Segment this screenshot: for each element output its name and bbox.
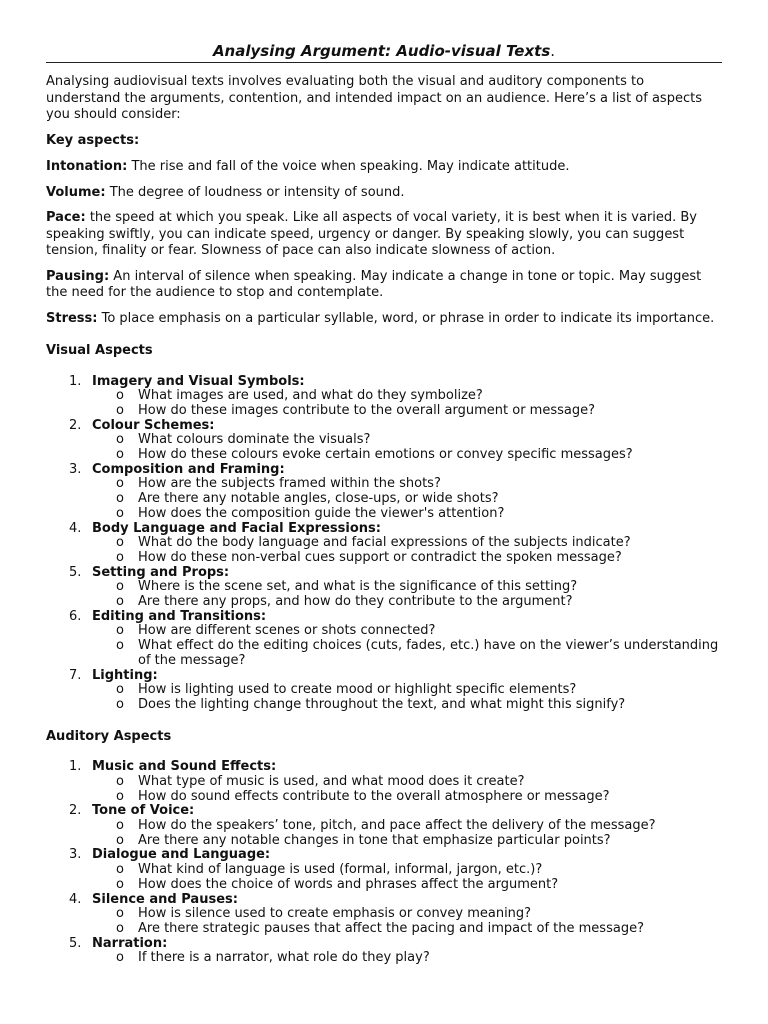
bullet-icon: o — [116, 505, 124, 521]
sub-bullet-item — [92, 775, 722, 790]
sub-bullet-text: How is lighting used to create mood or highlight specific elements? — [138, 682, 577, 698]
bullet-icon: o — [116, 623, 124, 639]
list-number: 2. — [69, 803, 82, 819]
sub-bullet-item — [92, 624, 722, 639]
key-aspect-paragraph — [46, 269, 722, 302]
sub-bullet-item — [92, 448, 722, 463]
sub-bullet-item — [92, 477, 722, 492]
sub-bullet-list — [92, 624, 722, 668]
sub-bullet-item — [92, 834, 722, 849]
sub-bullet-text: How does the composition guide the viewer's attention? — [138, 505, 505, 521]
sub-bullet-item — [92, 922, 722, 937]
sub-bullet-list — [92, 580, 722, 609]
list-number: 5. — [69, 935, 82, 951]
bullet-icon: o — [116, 388, 124, 404]
list-number: 1. — [69, 759, 82, 775]
sub-bullet-text: Are there any notable angles, close-ups, or wide shots? — [138, 491, 499, 507]
key-aspect-paragraph — [46, 159, 722, 176]
numbered-list-item — [46, 610, 722, 669]
bullet-icon: o — [116, 491, 124, 507]
numbered-list-item — [46, 463, 722, 522]
key-aspect-term: Volume: — [46, 184, 106, 200]
document-title — [46, 42, 722, 63]
sub-bullet-text: How are different scenes or shots connected? — [138, 623, 436, 639]
sub-bullet-item — [92, 819, 722, 834]
bullet-icon: o — [116, 432, 124, 448]
sub-bullet-text: Where is the scene set, and what is the significance of this setting? — [138, 579, 578, 595]
sub-bullet-item — [92, 790, 722, 805]
key-aspect-term: Intonation: — [46, 159, 128, 174]
sub-bullet-item — [92, 433, 722, 448]
sub-bullet-list — [92, 683, 722, 712]
sub-bullet-item — [92, 492, 722, 507]
sub-bullet-item — [92, 951, 722, 966]
sub-bullet-item — [92, 878, 722, 893]
list-item-title: Silence and Pauses: — [92, 891, 238, 907]
key-aspect-text: The rise and fall of the voice when speaking. May indicate attitude. — [127, 159, 570, 174]
sub-bullet-list — [92, 819, 722, 848]
numbered-list-item — [46, 669, 722, 713]
list-item-title: Imagery and Visual Symbols: — [92, 373, 305, 389]
list-item-title: Dialogue and Language: — [92, 847, 271, 863]
sub-bullet-text: How do these colours evoke certain emotions or convey specific messages? — [138, 447, 633, 463]
numbered-list-item — [46, 566, 722, 610]
sub-bullet-text: How is silence used to create emphasis or convey meaning? — [138, 906, 532, 922]
list-number: 6. — [69, 608, 82, 624]
list-number: 7. — [69, 667, 82, 683]
document-page — [46, 42, 722, 966]
key-aspect-paragraph — [46, 311, 722, 328]
sub-bullet-list — [92, 951, 722, 966]
sub-bullet-text: Are there any props, and how do they contribute to the argument? — [138, 594, 573, 610]
list-item-title: Tone of Voice: — [92, 803, 195, 819]
sub-bullet-text: Are there any notable changes in tone that emphasize particular points? — [138, 832, 611, 848]
bullet-icon: o — [116, 696, 124, 712]
key-aspect-term: Stress: — [46, 310, 98, 326]
list-item-title: Music and Sound Effects: — [92, 759, 277, 775]
auditory-aspects-list — [46, 760, 722, 966]
sub-bullet-item — [92, 507, 722, 522]
numbered-list-item — [46, 522, 722, 566]
sub-bullet-list — [92, 863, 722, 892]
bullet-icon: o — [116, 638, 124, 654]
sub-bullet-text: What do the body language and facial expressions of the subjects indicate? — [138, 535, 631, 551]
numbered-list-item — [46, 848, 722, 892]
sub-bullet-item — [92, 536, 722, 551]
sub-bullet-item — [92, 907, 722, 922]
sub-bullet-list — [92, 907, 722, 936]
sub-bullet-list — [92, 536, 722, 565]
sub-bullet-text: What kind of language is used (formal, informal, jargon, etc.)? — [138, 862, 543, 878]
sub-bullet-text: How does the choice of words and phrases affect the argument? — [138, 876, 559, 892]
sub-bullet-item — [92, 683, 722, 698]
bullet-icon: o — [116, 549, 124, 565]
sub-bullet-text: What images are used, and what do they symbolize? — [138, 388, 483, 404]
numbered-list-item — [46, 419, 722, 463]
key-aspect-text: the speed at which you speak. Like all aspects of vocal variety, it is best when it is varied. By speaking swiftly, you can indicate speed, urgency or danger. By speaking slowly, you can suggest tension, finality or fear. Slowness of pace can also indicate slowness of action. — [46, 210, 697, 258]
title-period: . — [550, 42, 556, 60]
sub-bullet-text: If there is a narrator, what role do they play? — [138, 950, 430, 966]
key-aspect-term: Pausing: — [46, 268, 110, 284]
sub-bullet-text: How do these non-verbal cues support or contradict the spoken message? — [138, 549, 622, 565]
sub-bullet-item — [92, 698, 722, 713]
bullet-icon: o — [116, 950, 124, 966]
list-number: 2. — [69, 417, 82, 433]
bullet-icon: o — [116, 862, 124, 878]
sub-bullet-text: How do the speakers’ tone, pitch, and pace affect the delivery of the message? — [138, 817, 656, 833]
list-number: 5. — [69, 564, 82, 580]
bullet-icon: o — [116, 832, 124, 848]
numbered-list-item — [46, 375, 722, 419]
list-number: 4. — [69, 891, 82, 907]
key-aspect-text: The degree of loudness or intensity of sound. — [105, 184, 405, 200]
list-item-title: Editing and Transitions: — [92, 608, 267, 624]
list-number: 3. — [69, 461, 82, 477]
visual-aspects-heading: Visual Aspects — [46, 343, 153, 358]
key-aspect-paragraph — [46, 185, 722, 202]
key-aspect-paragraph — [46, 210, 722, 260]
key-aspect-text: An interval of silence when speaking. May indicate a change in tone or topic. May suggest the need for the audience to stop and contemplate. — [46, 268, 702, 300]
sub-bullet-item — [92, 551, 722, 566]
list-number: 4. — [69, 520, 82, 536]
bullet-icon: o — [116, 594, 124, 610]
bullet-icon: o — [116, 535, 124, 551]
key-aspect-text: To place emphasis on a particular syllable, word, or phrase in order to indicate its importance. — [97, 310, 715, 326]
bullet-icon: o — [116, 447, 124, 463]
bullet-icon: o — [116, 788, 124, 804]
bullet-icon: o — [116, 579, 124, 595]
numbered-list-item — [46, 760, 722, 804]
list-item-title: Body Language and Facial Expressions: — [92, 520, 381, 536]
list-item-title: Setting and Props: — [92, 564, 230, 580]
title-text: Analysing Argument: Audio-visual Texts — [212, 42, 551, 60]
sub-bullet-text: How do these images contribute to the overall argument or message? — [138, 402, 595, 418]
list-item-title: Composition and Framing: — [92, 461, 285, 477]
sub-bullet-item — [92, 639, 722, 668]
list-number: 3. — [69, 847, 82, 863]
auditory-aspects-heading: Auditory Aspects — [46, 728, 172, 744]
list-number: 1. — [69, 373, 82, 389]
key-aspect-term: Pace: — [46, 210, 86, 225]
sub-bullet-item — [92, 389, 722, 404]
intro-paragraph: Analysing audiovisual texts involves evaluating both the visual and auditory components to understand the arguments, contention, and intended impact on an audience. Here’s a list of aspects you should consider: — [46, 74, 702, 122]
sub-bullet-list — [92, 389, 722, 418]
sub-bullet-text: How are the subjects framed within the shots? — [138, 476, 441, 492]
sub-bullet-item — [92, 595, 722, 610]
list-item-title: Narration: — [92, 935, 168, 951]
list-item-title: Lighting: — [92, 667, 158, 683]
bullet-icon: o — [116, 773, 124, 789]
sub-bullet-text: How do sound effects contribute to the overall atmosphere or message? — [138, 788, 610, 804]
bullet-icon: o — [116, 402, 124, 418]
sub-bullet-list — [92, 775, 722, 804]
sub-bullet-text: What effect do the editing choices (cuts, fades, etc.) have on the viewer’s understanding of the message? — [138, 638, 719, 668]
list-item-title: Colour Schemes: — [92, 417, 215, 433]
bullet-icon: o — [116, 682, 124, 698]
sub-bullet-item — [92, 404, 722, 419]
key-aspects-list — [46, 159, 722, 327]
numbered-list-item — [46, 804, 722, 848]
sub-bullet-list — [92, 433, 722, 462]
bullet-icon: o — [116, 876, 124, 892]
sub-bullet-text: Are there strategic pauses that affect the pacing and impact of the message? — [138, 920, 644, 936]
sub-bullet-item — [92, 580, 722, 595]
sub-bullet-text: What colours dominate the visuals? — [138, 432, 371, 448]
visual-aspects-list — [46, 375, 722, 713]
numbered-list-item — [46, 937, 722, 966]
sub-bullet-text: Does the lighting change throughout the text, and what might this signify? — [138, 696, 626, 712]
sub-bullet-text: What type of music is used, and what mood does it create? — [138, 773, 525, 789]
bullet-icon: o — [116, 817, 124, 833]
key-aspects-heading: Key aspects: — [46, 132, 140, 148]
bullet-icon: o — [116, 920, 124, 936]
numbered-list-item — [46, 893, 722, 937]
sub-bullet-list — [92, 477, 722, 521]
sub-bullet-item — [92, 863, 722, 878]
bullet-icon: o — [116, 906, 124, 922]
bullet-icon: o — [116, 476, 124, 492]
